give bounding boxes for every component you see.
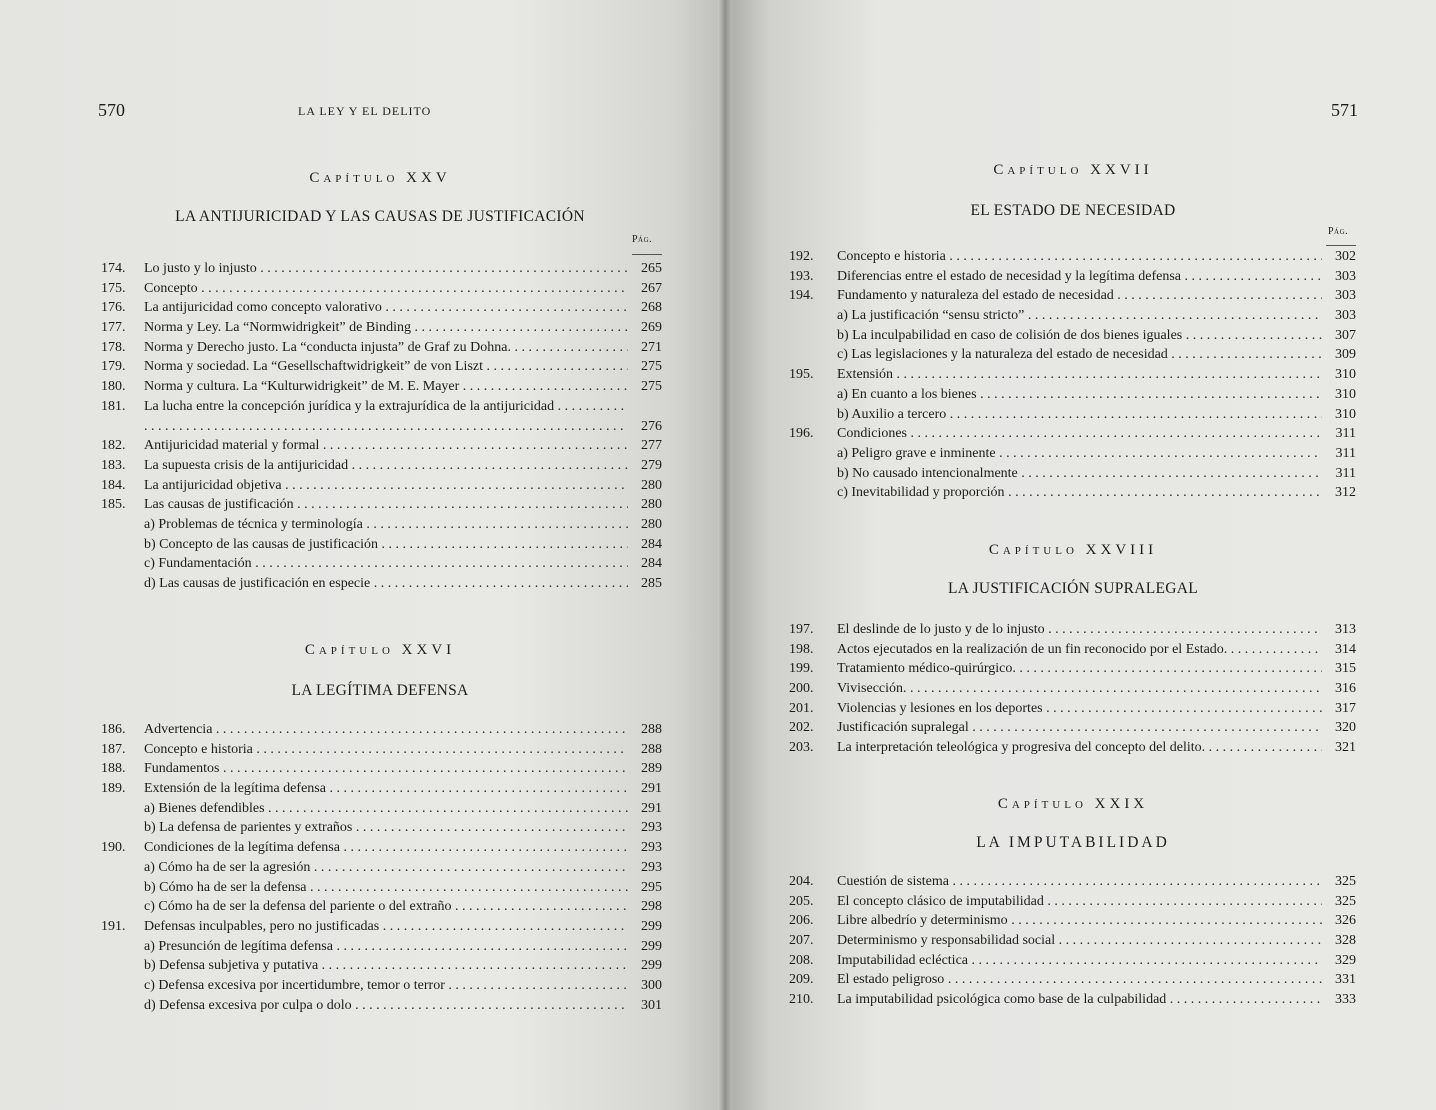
entry-page: 303 xyxy=(1335,308,1356,324)
entry-title: Justificación supralegal . . . xyxy=(837,718,1322,738)
chapter-label: Capítulo XXIX xyxy=(997,796,1149,812)
entry-page: 301 xyxy=(641,997,662,1013)
toc-entry xyxy=(101,436,662,456)
entry-number: 190. xyxy=(101,840,126,856)
entry-page: 333 xyxy=(1335,992,1356,1008)
entry-title: a) En cuanto a los bienes . . . xyxy=(837,385,1322,405)
entry-page: 276 xyxy=(641,418,662,434)
toc-entry xyxy=(789,247,1356,267)
toc-entry xyxy=(789,483,1356,503)
entry-title: Fundamentos . . . xyxy=(144,759,628,779)
entry-page: 303 xyxy=(1335,288,1356,304)
toc-entry xyxy=(101,456,662,476)
toc-entry xyxy=(101,259,662,279)
toc-entry xyxy=(101,574,662,594)
toc-entry xyxy=(789,385,1356,405)
toc-entry xyxy=(789,679,1356,699)
entry-number: 181. xyxy=(101,398,126,414)
entry-title: a) Bienes defendibles . . . xyxy=(144,799,628,819)
entry-number: 210. xyxy=(789,992,814,1008)
entry-page: 307 xyxy=(1335,327,1356,343)
chapter-title: LA ANTIJURICIDAD Y LAS CAUSAS DE JUSTIFICACIÓN xyxy=(175,208,585,225)
toc-entry xyxy=(101,956,662,976)
toc-list xyxy=(101,720,662,1015)
toc-entry xyxy=(101,818,662,838)
entry-title: Norma y Ley. La “Normwidrigkeit” de Binding . . . xyxy=(144,318,628,338)
entry-number: 191. xyxy=(101,918,126,934)
entry-number: 179. xyxy=(101,359,126,375)
entry-number: 196. xyxy=(789,426,814,442)
entry-page: 293 xyxy=(641,840,662,856)
entry-number: 178. xyxy=(101,339,126,355)
toc-entry xyxy=(789,444,1356,464)
toc-list xyxy=(789,247,1356,503)
entry-number: 192. xyxy=(789,249,814,264)
toc-list xyxy=(789,620,1356,758)
entry-number: 201. xyxy=(789,700,814,716)
entry-page: 310 xyxy=(1335,386,1356,402)
entry-page: 303 xyxy=(1335,268,1356,284)
toc-entry xyxy=(101,779,662,799)
entry-page: 291 xyxy=(641,781,662,797)
chapter-title: EL ESTADO DE NECESIDAD xyxy=(970,202,1176,219)
toc-entry xyxy=(789,659,1356,679)
entry-number: 184. xyxy=(101,477,126,493)
entry-page: 268 xyxy=(641,300,662,316)
entry-title: Norma y Derecho justo. La “conducta injusta” de Graf zu Dohna. . . . xyxy=(144,338,628,358)
entry-title: Actos ejecutados en la realización de un fin reconocido por el Estado. . . . xyxy=(837,640,1322,660)
toc-entry xyxy=(789,699,1356,719)
entry-number: 183. xyxy=(101,457,126,473)
entry-title: a) La justificación “sensu stricto” . . . xyxy=(837,306,1322,326)
entry-number: 209. xyxy=(789,972,814,988)
toc-entry xyxy=(789,738,1356,758)
entry-page: 288 xyxy=(641,722,662,737)
chapter-label: Capítulo XXV xyxy=(309,170,451,186)
entry-title: Condiciones . . . xyxy=(837,424,1322,444)
entry-page: 299 xyxy=(641,958,662,974)
entry-title: Extensión de la legítima defensa . . . xyxy=(144,779,628,799)
entry-page: 310 xyxy=(1335,406,1356,422)
toc-entry xyxy=(101,554,662,574)
toc-entry xyxy=(101,279,662,299)
entry-number: 203. xyxy=(789,740,814,756)
entry-page: 280 xyxy=(641,477,662,493)
entry-page: 311 xyxy=(1335,465,1356,481)
entry-title: b) Defensa subjetiva y putativa . . . xyxy=(144,956,628,976)
toc-entry xyxy=(101,917,662,937)
entry-number: 188. xyxy=(101,761,126,777)
entry-page: 299 xyxy=(641,938,662,954)
toc-entry xyxy=(789,326,1356,346)
toc-entry xyxy=(789,990,1356,1010)
entry-number: 176. xyxy=(101,300,126,316)
entry-number: 208. xyxy=(789,952,814,968)
entry-title: La interpretación teleológica y progresiva del concepto del delito. . . . xyxy=(837,738,1322,758)
entry-page: 317 xyxy=(1335,700,1356,716)
entry-title: b) La defensa de parientes y extraños . . . xyxy=(144,818,628,838)
entry-title: Libre albedrío y determinismo . . . xyxy=(837,911,1322,931)
entry-page: 309 xyxy=(1335,347,1356,363)
toc-entry xyxy=(789,345,1356,365)
entry-page: 265 xyxy=(641,261,662,276)
toc-entry xyxy=(101,996,662,1016)
entry-title: Vivisección. . . . xyxy=(837,679,1322,699)
chapter-title: LA IMPUTABILIDAD xyxy=(976,834,1170,851)
toc-entry xyxy=(101,495,662,515)
entry-page: 291 xyxy=(641,800,662,816)
toc-entry xyxy=(789,872,1356,892)
toc-entry xyxy=(101,476,662,496)
entry-page: 298 xyxy=(641,899,662,915)
entry-page: 325 xyxy=(1335,893,1356,909)
toc-entry xyxy=(789,718,1356,738)
entry-number: 174. xyxy=(101,261,126,276)
entry-title: d) Las causas de justificación en especie . . . xyxy=(144,574,628,594)
entry-page: 299 xyxy=(641,918,662,934)
toc-entry xyxy=(101,976,662,996)
toc-list xyxy=(101,259,662,594)
entry-title: Advertencia . . . xyxy=(144,720,628,740)
entry-page: 316 xyxy=(1335,681,1356,697)
entry-title: Concepto e historia . . . xyxy=(144,740,628,760)
entry-number: 206. xyxy=(789,913,814,929)
entry-page: 326 xyxy=(1335,913,1356,929)
page-column-label: Pág. xyxy=(1328,226,1349,237)
page-column-rule xyxy=(1326,245,1356,246)
entry-title: La antijuricidad como concepto valorativo . . . xyxy=(144,298,628,318)
toc-entry xyxy=(789,464,1356,484)
toc-entry xyxy=(789,365,1356,385)
entry-title: Imputabilidad ecléctica . . . xyxy=(837,951,1322,971)
entry-title: a) Cómo ha de ser la agresión . . . xyxy=(144,858,628,878)
entry-title: d) Defensa excesiva por culpa o dolo . . . xyxy=(144,996,628,1016)
toc-entry xyxy=(789,892,1356,912)
entry-title: Lo justo y lo injusto . . . xyxy=(144,259,628,279)
entry-title: b) Auxilio a tercero . . . xyxy=(837,405,1322,425)
entry-page: 293 xyxy=(641,859,662,875)
chapter-title: LA JUSTIFICACIÓN SUPRALEGAL xyxy=(947,580,1199,597)
toc-list xyxy=(789,872,1356,1010)
entry-page: 325 xyxy=(1335,874,1356,889)
entry-page: 300 xyxy=(641,977,662,993)
entry-title: La lucha entre la concepción jurídica y la extrajurídica de la antijuricidad . . . xyxy=(144,397,628,436)
entry-page: 311 xyxy=(1335,445,1356,461)
toc-entry xyxy=(101,937,662,957)
toc-entry xyxy=(101,397,662,436)
toc-entry xyxy=(101,515,662,535)
toc-entry xyxy=(101,720,662,740)
entry-page: 288 xyxy=(641,741,662,757)
running-head: LA LEY Y EL DELITO xyxy=(298,104,432,118)
toc-entry xyxy=(101,897,662,917)
entry-title: c) Defensa excesiva por incertidumbre, temor o terror . . . xyxy=(144,976,628,996)
entry-page: 321 xyxy=(1335,740,1356,756)
book-gutter xyxy=(718,0,732,1110)
chapter-label: Capítulo XXVI xyxy=(304,642,456,658)
chapter-label: Capítulo XXVII xyxy=(993,162,1153,178)
entry-title: Norma y cultura. La “Kulturwidrigkeit” de M. E. Mayer . . . xyxy=(144,377,628,397)
entry-page: 289 xyxy=(641,761,662,777)
entry-page: 284 xyxy=(641,536,662,552)
entry-title: b) La inculpabilidad en caso de colisión de dos bienes iguales . . . xyxy=(837,326,1322,346)
entry-page: 275 xyxy=(641,359,662,375)
entry-number: 198. xyxy=(789,641,814,657)
entry-title: Extensión . . . xyxy=(837,365,1322,385)
entry-title: Antijuricidad material y formal . . . xyxy=(144,436,628,456)
chapter-title: LA LEGÍTIMA DEFENSA xyxy=(291,682,469,699)
entry-page: 295 xyxy=(641,879,662,895)
toc-entry xyxy=(789,424,1356,444)
entry-title: c) Cómo ha de ser la defensa del pariente o del extraño . . . xyxy=(144,897,628,917)
entry-page: 329 xyxy=(1335,952,1356,968)
entry-page: 328 xyxy=(1335,933,1356,949)
entry-number: 195. xyxy=(789,367,814,383)
toc-entry xyxy=(101,298,662,318)
entry-number: 200. xyxy=(789,681,814,697)
toc-entry xyxy=(101,799,662,819)
entry-number: 175. xyxy=(101,280,126,296)
entry-number: 194. xyxy=(789,288,814,304)
entry-number: 197. xyxy=(789,622,814,637)
entry-title: Violencias y lesiones en los deportes . . . xyxy=(837,699,1322,719)
entry-title: Fundamento y naturaleza del estado de necesidad . . . xyxy=(837,286,1322,306)
entry-page: 284 xyxy=(641,556,662,572)
entry-page: 320 xyxy=(1335,720,1356,736)
toc-entry xyxy=(789,620,1356,640)
entry-title: Cuestión de sistema . . . xyxy=(837,872,1322,892)
entry-number: 205. xyxy=(789,893,814,909)
toc-entry xyxy=(789,951,1356,971)
entry-title: Diferencias entre el estado de necesidad y la legítima defensa . . . xyxy=(837,267,1322,287)
entry-title: Condiciones de la legítima defensa . . . xyxy=(144,838,628,858)
entry-page: 312 xyxy=(1335,485,1356,501)
toc-entry xyxy=(101,740,662,760)
page-column-rule xyxy=(632,254,662,255)
entry-page: 269 xyxy=(641,320,662,336)
entry-number: 177. xyxy=(101,320,126,336)
toc-entry xyxy=(101,759,662,779)
entry-title: La antijuricidad objetiva . . . xyxy=(144,476,628,496)
toc-entry xyxy=(101,377,662,397)
entry-page: 315 xyxy=(1335,661,1356,677)
entry-title: La supuesta crisis de la antijuricidad . . . xyxy=(144,456,628,476)
toc-entry xyxy=(101,858,662,878)
entry-number: 204. xyxy=(789,874,814,889)
entry-title: a) Problemas de técnica y terminología . . . xyxy=(144,515,628,535)
entry-page: 331 xyxy=(1335,972,1356,988)
toc-entry xyxy=(101,878,662,898)
entry-number: 189. xyxy=(101,781,126,797)
entry-title: c) Fundamentación . . . xyxy=(144,554,628,574)
entry-title: b) Cómo ha de ser la defensa . . . xyxy=(144,878,628,898)
entry-number: 186. xyxy=(101,722,126,737)
entry-title: El deslinde de lo justo y de lo injusto . . . xyxy=(837,620,1322,640)
entry-page: 311 xyxy=(1335,426,1356,442)
toc-entry xyxy=(789,970,1356,990)
entry-title: b) No causado intencionalmente . . . xyxy=(837,464,1322,484)
entry-number: 193. xyxy=(789,268,814,284)
entry-title: Determinismo y responsabilidad social . . . xyxy=(837,931,1322,951)
entry-title: El estado peligroso . . . xyxy=(837,970,1322,990)
toc-entry xyxy=(789,286,1356,306)
entry-page: 267 xyxy=(641,280,662,296)
entry-number: 182. xyxy=(101,438,126,454)
toc-entry xyxy=(101,535,662,555)
entry-number: 187. xyxy=(101,741,126,757)
toc-entry xyxy=(789,911,1356,931)
entry-title: c) Inevitabilidad y proporción . . . xyxy=(837,483,1322,503)
entry-page: 275 xyxy=(641,379,662,395)
entry-title: Defensas inculpables, pero no justificadas . . . xyxy=(144,917,628,937)
entry-page: 314 xyxy=(1335,641,1356,657)
entry-title: El concepto clásico de imputabilidad . . . xyxy=(837,892,1322,912)
entry-title: a) Peligro grave e inminente . . . xyxy=(837,444,1322,464)
entry-title: Concepto e historia . . . xyxy=(837,247,1322,267)
entry-page: 313 xyxy=(1335,622,1356,637)
toc-entry xyxy=(101,838,662,858)
entry-page: 302 xyxy=(1335,249,1356,264)
right-page xyxy=(725,0,1436,1110)
entry-page: 285 xyxy=(641,576,662,592)
entry-page: 310 xyxy=(1335,367,1356,383)
chapter-label: Capítulo XXVIII xyxy=(988,542,1158,558)
toc-entry xyxy=(101,357,662,377)
entry-number: 202. xyxy=(789,720,814,736)
toc-entry xyxy=(789,306,1356,326)
entry-page: 271 xyxy=(641,339,662,355)
entry-title: c) Las legislaciones y la naturaleza del estado de necesidad . . . xyxy=(837,345,1322,365)
toc-entry xyxy=(789,640,1356,660)
entry-title: Concepto . . . xyxy=(144,279,628,299)
toc-entry xyxy=(101,338,662,358)
entry-title: a) Presunción de legítima defensa . . . xyxy=(144,937,628,957)
entry-number: 207. xyxy=(789,933,814,949)
entry-page: 280 xyxy=(641,516,662,532)
entry-number: 185. xyxy=(101,497,126,513)
entry-page: 280 xyxy=(641,497,662,513)
toc-entry xyxy=(101,318,662,338)
toc-entry xyxy=(789,931,1356,951)
toc-entry xyxy=(789,267,1356,287)
entry-title: La imputabilidad psicológica como base de la culpabilidad . . . xyxy=(837,990,1322,1010)
toc-entry xyxy=(789,405,1356,425)
entry-number: 180. xyxy=(101,379,126,395)
entry-page: 277 xyxy=(641,438,662,454)
entry-title: Tratamiento médico-quirúrgico. . . . xyxy=(837,659,1322,679)
entry-number: 199. xyxy=(789,661,814,677)
entry-title: Norma y sociedad. La “Gesellschaftwidrigkeit” de von Liszt . . . xyxy=(144,357,628,377)
entry-title: Las causas de justificación . . . xyxy=(144,495,628,515)
page-number-left: 570 xyxy=(98,100,125,120)
entry-page: 293 xyxy=(641,820,662,836)
page-column-label: Pág. xyxy=(632,234,653,245)
entry-page: 279 xyxy=(641,457,662,473)
entry-title: b) Concepto de las causas de justificación . . . xyxy=(144,535,628,555)
page-number-right: 571 xyxy=(1331,100,1358,120)
